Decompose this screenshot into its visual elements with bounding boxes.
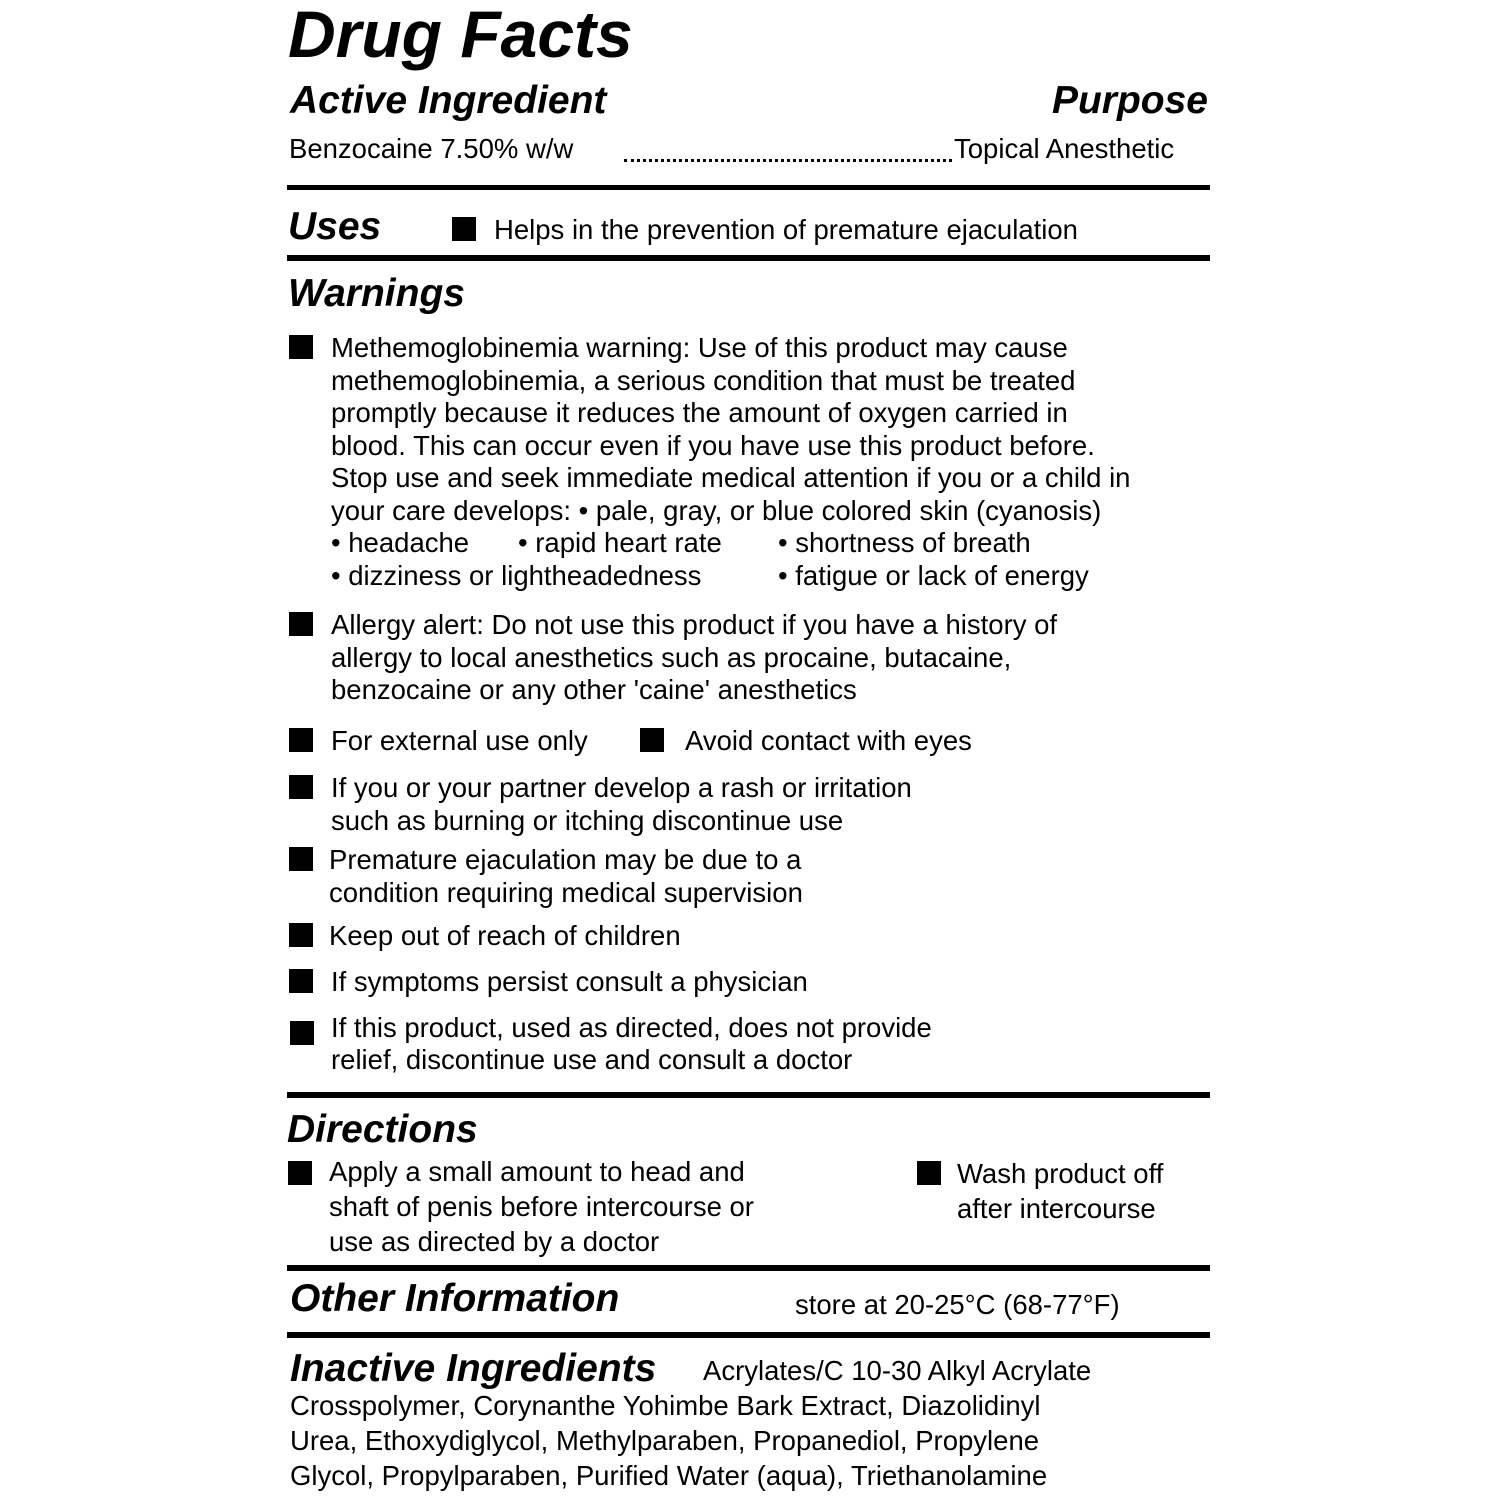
divider — [287, 1092, 1210, 1098]
rash-line: such as burning or itching discontinue use — [331, 805, 844, 836]
methemo-line: Methemoglobinemia warning: Use of this product may cause — [331, 332, 1068, 363]
bullet-square-icon — [917, 1161, 941, 1185]
bullet-square-icon — [452, 217, 476, 241]
directions-line: use as directed by a doctor — [329, 1226, 660, 1257]
bullet-square-icon — [289, 775, 313, 799]
divider — [287, 1265, 1210, 1271]
methemo-line: Stop use and seek immediate medical attention if you or a child in — [331, 462, 1131, 493]
bullet-square-icon — [289, 335, 313, 359]
bullet-square-icon — [288, 1161, 312, 1185]
premature-line: condition requiring medical supervision — [329, 877, 803, 908]
rash-line: If you or your partner develop a rash or irritation — [331, 772, 912, 803]
symptom-item: • rapid heart rate — [518, 527, 722, 558]
active-ingredient-name: Benzocaine 7.50% w/w — [289, 133, 574, 164]
drug-facts-title: Drug Facts — [288, 0, 633, 71]
divider — [287, 255, 1210, 261]
divider — [287, 1332, 1210, 1338]
methemo-line: your care develops: • pale, gray, or blue colored skin (cyanosis) — [331, 495, 1102, 526]
uses-item: Helps in the prevention of premature ejaculation — [494, 214, 1078, 245]
bullet-square-icon — [640, 728, 664, 752]
uses-heading: Uses — [288, 205, 382, 248]
avoid-eyes-warning: Avoid contact with eyes — [685, 725, 972, 756]
bullet-square-icon — [289, 612, 313, 636]
warnings-heading: Warnings — [288, 272, 465, 315]
persist-warning: If symptoms persist consult a physician — [331, 966, 808, 997]
children-warning: Keep out of reach of children — [329, 920, 681, 951]
purpose-heading: Purpose — [1051, 79, 1208, 122]
symptom-item: • dizziness or lightheadedness — [331, 560, 702, 591]
bullet-square-icon — [289, 923, 313, 947]
symptom-item: • shortness of breath — [778, 527, 1031, 558]
active-ingredient-purpose: Topical Anesthetic — [954, 133, 1175, 164]
directions-line: shaft of penis before intercourse or — [329, 1191, 754, 1222]
premature-line: Premature ejaculation may be due to a — [329, 844, 802, 875]
inactive-ingredients-heading: Inactive Ingredients — [290, 1347, 657, 1390]
active-ingredient-heading: Active Ingredient — [290, 79, 607, 122]
wash-line: after intercourse — [957, 1193, 1156, 1224]
wash-line: Wash product off — [957, 1158, 1164, 1189]
directions-line: Apply a small amount to head and — [329, 1156, 745, 1187]
inactive-line: Urea, Ethoxydiglycol, Methylparaben, Propanediol, Propylene — [290, 1425, 1040, 1456]
inactive-line: Glycol, Propylparaben, Purified Water (aqua), Triethanolamine — [290, 1460, 1048, 1491]
methemo-line: methemoglobinemia, a serious condition that must be treated — [331, 365, 1076, 396]
directions-heading: Directions — [287, 1108, 478, 1151]
allergy-line: Allergy alert: Do not use this product if you have a history of — [331, 609, 1058, 640]
inactive-line: Crosspolymer, Corynanthe Yohimbe Bark Extract, Diazolidinyl — [290, 1390, 1041, 1421]
methemo-line: promptly because it reduces the amount of oxygen carried in — [331, 397, 1068, 428]
bullet-square-icon — [289, 969, 313, 993]
leader-dots — [624, 159, 952, 162]
storage-info: store at 20-25°C (68-77°F) — [795, 1289, 1120, 1320]
methemo-line: blood. This can occur even if you have use this product before. — [331, 430, 1095, 461]
symptom-item: • fatigue or lack of energy — [778, 560, 1089, 591]
bullet-square-icon — [289, 728, 313, 752]
symptom-item: • headache — [331, 527, 470, 558]
bullet-square-icon — [290, 1021, 314, 1045]
relief-line: relief, discontinue use and consult a doctor — [331, 1044, 853, 1075]
other-information-heading: Other Information — [290, 1277, 620, 1320]
divider — [287, 185, 1210, 190]
inactive-line: Acrylates/C 10-30 Alkyl Acrylate — [703, 1355, 1092, 1386]
allergy-line: benzocaine or any other 'caine' anesthetics — [331, 674, 857, 705]
allergy-line: allergy to local anesthetics such as procaine, butacaine, — [331, 642, 1012, 673]
external-use-warning: For external use only — [331, 725, 588, 756]
bullet-square-icon — [289, 847, 313, 871]
relief-line: If this product, used as directed, does not provide — [331, 1012, 932, 1043]
